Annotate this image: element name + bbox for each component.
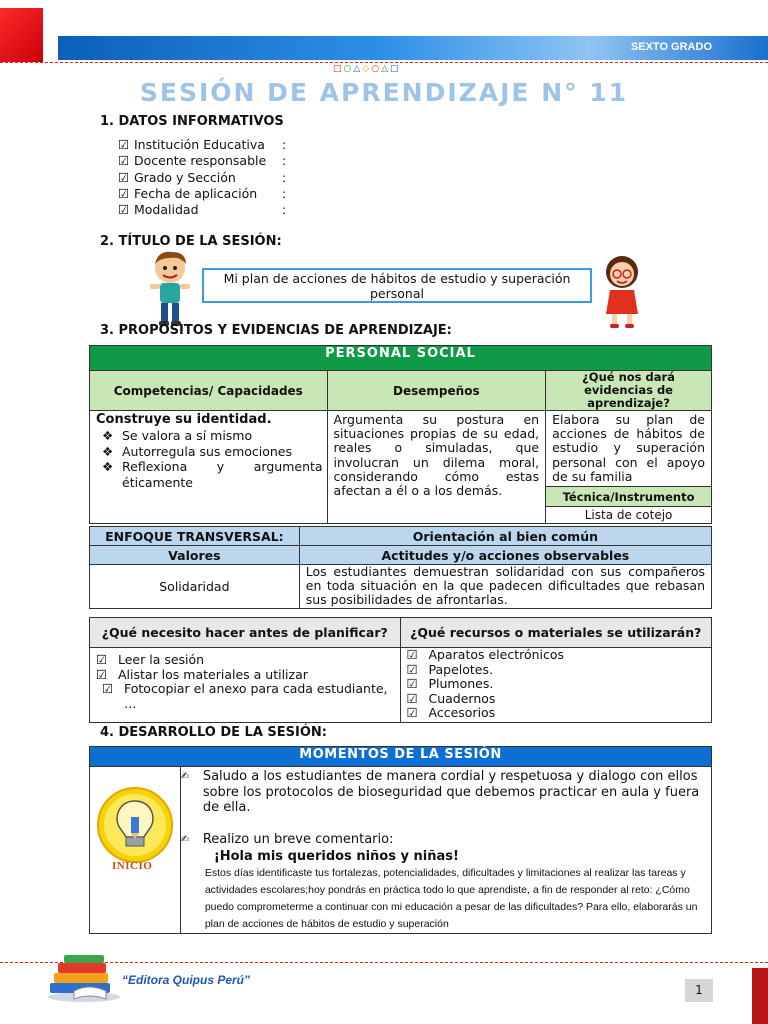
section-heading-titulo: 2. TÍTULO DE LA SESIÓN: [100,234,282,249]
page-title: SESIÓN DE APRENDIZAJE N° 11 [139,78,629,107]
list-item: ❖ Reflexiona y argumenta éticamente [102,459,323,490]
value-cell: Solidaridad [90,565,300,609]
technique-value: Lista de cotejo [546,507,712,524]
evidence-cell: Elabora su plan de acciones de hábitos de estudio y superación personal con el apoyo de su familia [546,411,712,487]
grade-label: SEXTO GRADO [630,41,712,53]
info-row: ☑ Institución Educativa : [118,137,287,152]
greeting: ¡Hola mis queridos niños y niñas! [213,849,459,864]
inicio-cell [90,767,181,934]
attitudes-header: Actitudes y/o acciones observables [299,546,711,565]
page-strip-decoration [752,968,768,1024]
area-header: PERSONAL SOCIAL [90,346,712,371]
competence-title: Construye su identidad. [96,412,272,427]
info-row: ☑ Docente responsable : [118,153,287,169]
moments-header: MOMENTOS DE LA SESIÓN [90,747,712,767]
approach-header: ENFOQUE TRANSVERSAL: [90,527,300,546]
values-header: Valores [90,546,300,565]
header-bar [58,36,768,60]
list-item: ☑ Leer la sesión [96,652,205,667]
publisher-name: “Editora Quipus Perú” [122,973,251,987]
technique-header: Técnica/Instrumento [546,487,712,507]
attitude-cell: Los estudiantes demuestran solidaridad con sus compañeros en toda situación en la que padecen dificultades que rebasan sus posibilidades de afrontarlas. [299,565,711,609]
info-list [118,137,286,218]
header-dashed-line [0,62,768,63]
list-item: ☑ Aparatos electrónicos [406,647,565,662]
inicio-badge: INICIO [112,860,153,872]
list-item: ❖ Autorregula sus emociones [102,443,293,459]
moments-table [89,746,712,934]
performance-cell: Argumenta su postura en situaciones propias de su edad, reales o simuladas, que involucran un dilema moral, considerando cómo estas afectan a él o a los demás. [327,411,546,524]
list-item: ☑ Accesorios [406,705,496,720]
before-cell [90,648,401,723]
moments-content [180,767,711,934]
list-item: ☑ Cuadernos [406,690,496,706]
section-heading-propositos: 3. PROPÓSITOS Y EVIDENCIAS DE APRENDIZAJE: [100,323,452,338]
list-item: ☑ Plumones. [406,676,494,691]
corner-decoration [0,8,43,62]
info-row: ☑ Grado y Sección : [118,169,287,185]
moments-paragraph: ✍ Realizo un breve comentario: [180,831,394,847]
resources-header: ¿Qué recursos o materiales se utilizarán? [400,618,712,648]
page-number: 1 [685,979,713,1002]
moments-body: Estos días identificaste tus fortalezas, potencialidades, dificultades y limitaciones al realizar las tareas y actividades escolares;hoy pondrás en práctica todo lo que aprendiste, a fin de responder al reto: ¿Cómo puedo comprometerme a continuar con mi educación a pesar de las dificultades? Para ello, elaborarás un plan de acciones de hábitos de estudio y superación [204,867,698,930]
section-heading-datos: 1. DATOS INFORMATIVOS [100,114,284,129]
planning-table [89,617,712,723]
girl-illustration [600,252,644,330]
session-title-box: Mi plan de acciones de hábitos de estudio y superación personal [202,268,592,303]
info-row: ☑ Modalidad : [118,202,287,218]
planning-header: ¿Qué necesito hacer antes de planificar? [90,618,401,648]
column-header: Desempeños [327,371,546,411]
list-item: ❖ Se valora a sí mismo [102,428,253,443]
column-header: ¿Qué nos dará evidencias de aprendizaje? [546,371,712,411]
list-item: ☑ Alistar los materiales a utilizar [96,666,308,682]
shapes-decoration: □○△◇○△□ [333,64,401,74]
section-heading-desarrollo: 4. DESARROLLO DE LA SESIÓN: [100,725,327,740]
info-row: ☑ Fecha de aplicación : [118,185,287,201]
purposes-table [89,345,712,524]
list-item: ☑ Fotocopiar el anexo para cada estudiante, … [102,681,388,711]
approach-table [89,526,712,609]
pen-icon: ✍ [180,833,190,845]
column-header: Competencias/ Capacidades [90,371,328,411]
boy-illustration [146,248,194,328]
pen-icon: ✍ [180,771,190,782]
moments-paragraph: ✍ Saludo a los estudiantes de manera cordial y respetuosa y dialogo con ellos sobre los protocolos de bioseguridad que debemos practicar en aula y fuera de ella. [180,769,700,815]
list-item: ☑ Papelotes. [406,661,493,677]
competence-cell [90,411,328,524]
books-illustration [44,953,122,1003]
approach-name: Orientación al bien común [299,527,711,546]
resources-cell [400,648,712,723]
